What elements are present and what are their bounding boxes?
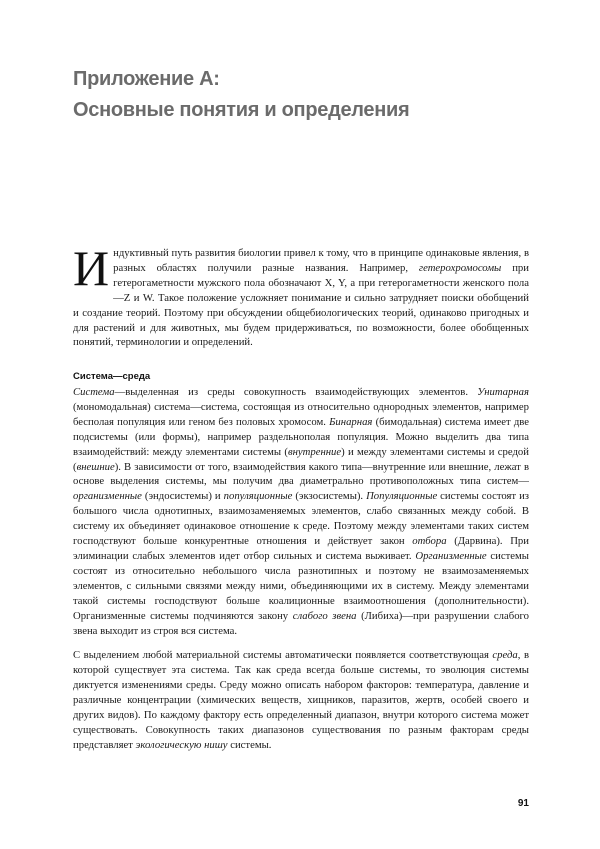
term-internal: внутренние [287,445,342,458]
appendix-title [73,64,533,126]
text-segment: ). В зависимости от того, взаимодействия какого типа—внутренние или внешние, лежат в основе выделения системы, мы получим два диаметрально противоположных типа систем— [73,460,529,488]
text-segment: , в которой существует эта система. Так как среда всегда больше системы, то эволюция системы диктуется изменениями среды. Среду можно описать набором факторов: температура, давление и различные концентрации (химических веществ, хищников, паразитов, жертв, особей своего и других видов). По каждому фактору есть определенный диапазон, внутри которого система может существовать. Совокупность таких диапазонов существования по разным факторам среды представляет [73,649,530,751]
appendix-title-line-1: Приложение А: [73,68,220,90]
section-system-environment [73,370,529,753]
text-segment: С выделением любой материальной системы автоматически появляется соответствующая [73,649,493,662]
intro-text-1: ндуктивный путь развития биологии привел к тому, что в принципе одинаковые явления, в разных областях получили разные названия. Например, [113,247,529,274]
intro-text-2: при гетерогаметности мужского пола обозначают X, Y, а при гетерогаметности женского пола—Z и W. Такое положение усложняет понимание и сильно затрудняет поиски обобщений и создание теорий. Поэтому при обсуждении общебиологических теорий, одинаково пригодных и для растений и для животных, мы будем придерживаться, по возможности, более обобщенных понятий, терминологии и определений. [73,261,529,349]
term-organismic-cap: Организменные [415,549,487,562]
term-system: Система [73,386,115,398]
page-number: 91 [517,798,529,809]
text-segment: (экзосистемы). [292,490,367,503]
term-weak-link: слабого звена [292,609,357,622]
term-organismic: организменные [73,490,142,503]
text-segment: (бимодальная) система имеет две подсистемы (или формы), например раздельнополая популяция. Можно выделить два типа взаимодействий: между элементами системы ( [73,415,529,458]
term-population: популяционные [223,490,293,503]
term-external: внешние [76,460,115,473]
section-heading: Система—среда [73,371,151,382]
paragraph-environment [73,648,529,752]
text-segment: (Либиха)—при разрушении слабого звена выходит из строя вся система. [73,609,529,637]
term-selection: отбора [412,535,447,548]
term-heterochromosomes: гетерохромосомы [418,261,502,274]
intro-paragraph [73,240,529,350]
text-segment: системы состоят из большого числа однотипных, взаимозаменяемых элементов, слабо связанных между собой. В систему их объединяет одинаковое отношение к среде. Поэтому между элементами таких систем господствуют больше конкурентные отношения и действует закон [73,490,530,548]
term-ecological-niche: экологическую нишу [135,738,228,751]
text-segment: (мономодальная) система—система, состоящая из относительно однородных элементов, например бесполая популяция или геном без половых хромосом. [73,400,529,428]
text-segment: —выделенная из среды совокупность взаимодействующих элементов. [114,386,478,398]
term-binary: Бинарная [329,415,373,428]
appendix-title-line-2: Основные понятия и определения [73,99,410,121]
drop-cap: И [73,240,110,296]
text-segment: системы состоят из относительно небольшого числа разнотипных и поэтому не взаимозаменяемых элементов, с сильными связями между ними, объединяющими их в систему. Между элементами такой системы господствуют больше коалиционные взаимоотношения (дополнительности). Организменные системы подчиняются закону [73,549,529,622]
term-population-cap: Популяционные [366,490,438,503]
text-segment: системы. [227,738,272,751]
text-segment: (эндосистемы) и [141,490,224,503]
text-segment: (Дарвина). При элиминации слабых элементов идет отбор сильных и система выживает. [73,535,529,562]
paragraph-system [73,385,529,638]
term-environment: среда [492,649,518,662]
term-unitary: Унитарная [477,386,529,398]
text-segment: ) и между элементами системы и средой ( [73,445,529,473]
